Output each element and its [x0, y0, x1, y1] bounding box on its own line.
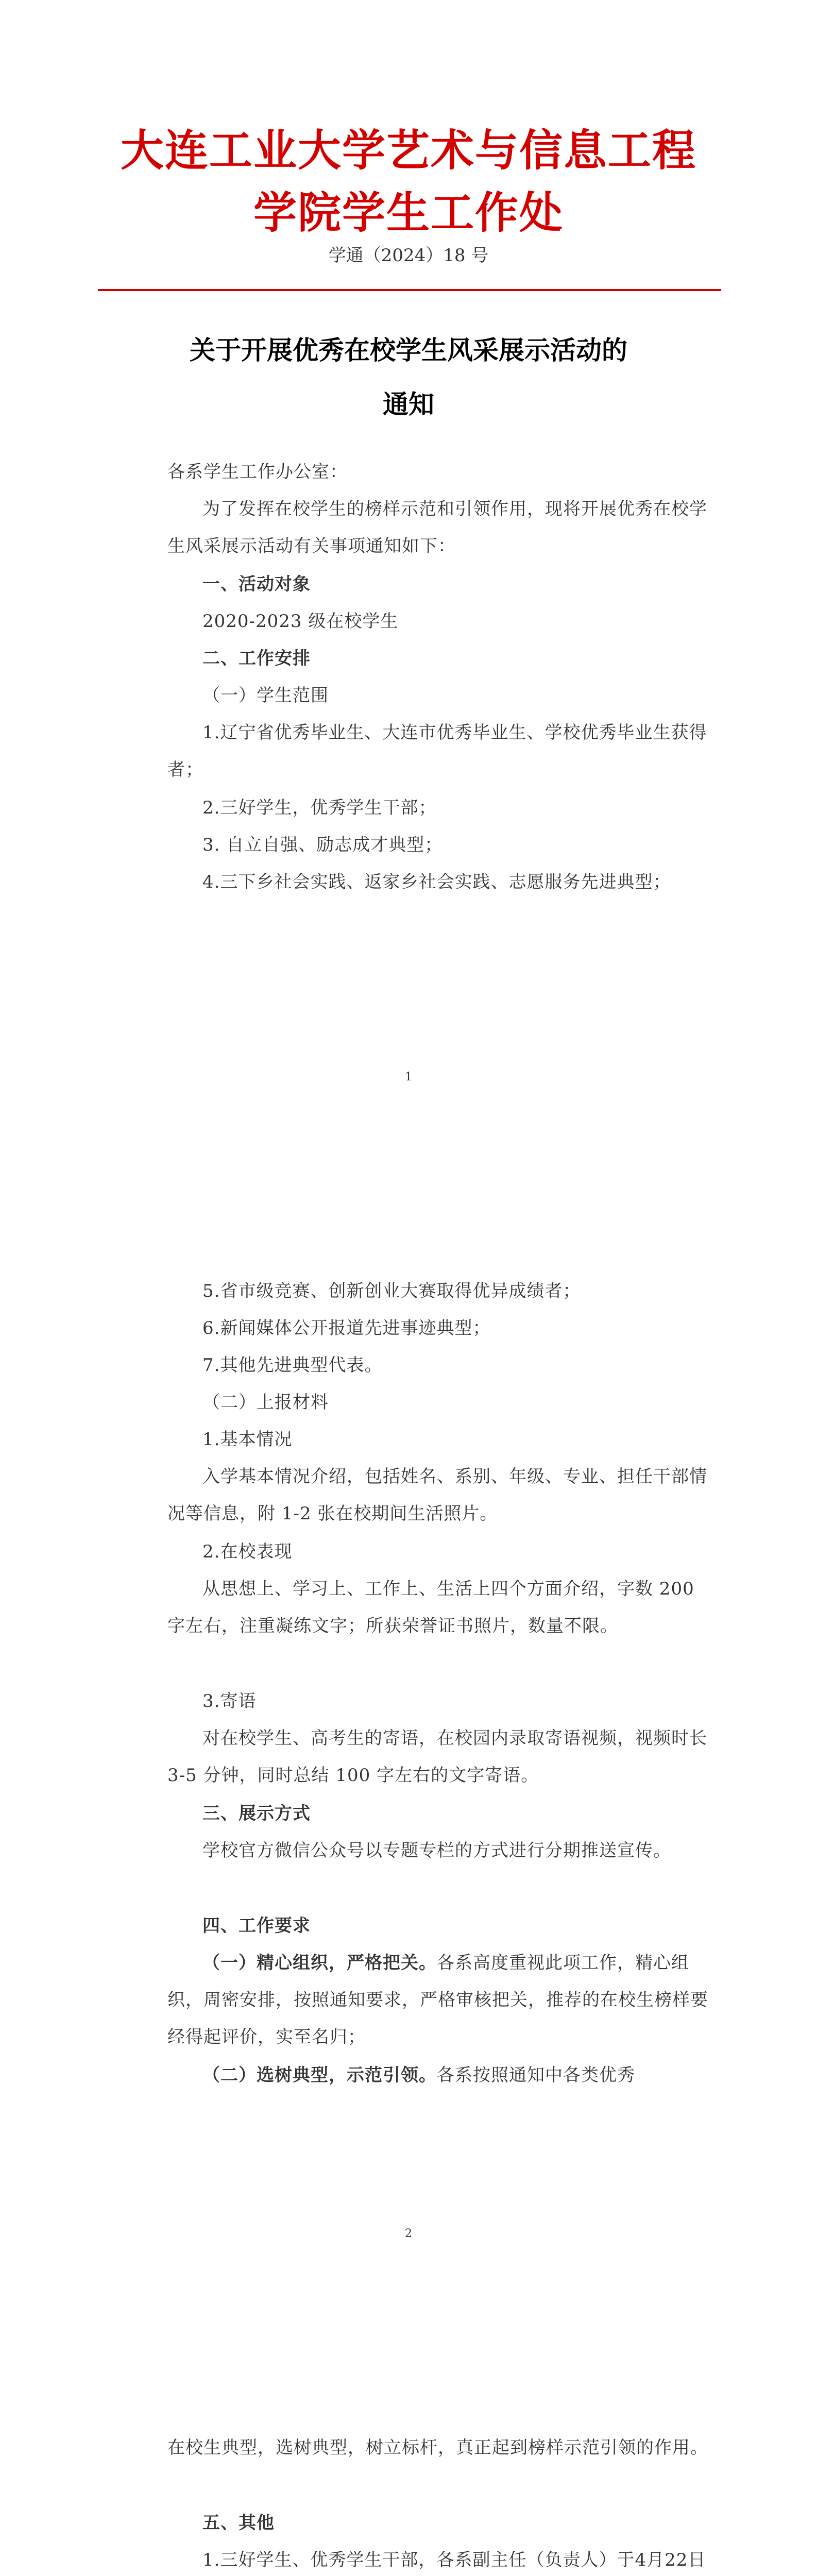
scope-item: 3. 自立自强、励志成才典型； — [202, 835, 443, 855]
section3-text: 学校官方微信公众号以专题专栏的方式进行分期推送宣传。 — [202, 1840, 671, 1861]
salutation: 各系学生工作办公室： — [167, 462, 348, 482]
material-3-text: 对在校学生、高考生的寄语，在校园内录取寄语视频，视频时长 3-5 分钟，同时总结 100 字左右的文字寄语。 — [167, 1728, 707, 1786]
section1-heading: 一、活动对象 — [202, 574, 311, 595]
materials-heading: （二）上报材料 — [202, 1392, 329, 1413]
page-3 — [0, 2313, 817, 2576]
material-1-heading: 1.基本情况 — [202, 1429, 293, 1450]
notice-title-line1: 关于开展优秀在校学生风采展示活动的 — [190, 335, 627, 365]
material-2-heading: 2.在校表现 — [202, 1541, 293, 1562]
scope-item: 1.辽宁省优秀毕业生、大连市优秀毕业生、学校优秀毕业生获得者； — [167, 722, 707, 780]
org-title: 大连工业大学艺术与信息工程学院学生工作处 — [120, 125, 696, 238]
material-1-text: 入学基本情况介绍，包括姓名、系别、年级、专业、担任干部情况等信息，附 1-2 张在校期间生活照片。 — [167, 1466, 707, 1524]
intro-paragraph: 为了发挥在校学生的榜样示范和引领作用，现将开展优秀在校学生风采展示活动有关事项通知如下： — [167, 499, 707, 556]
section2-heading: 二、工作安排 — [202, 648, 311, 669]
material-3-heading: 3.寄语 — [202, 1691, 257, 1711]
notice-title-line2: 通知 — [383, 389, 434, 419]
requirement-2-text: 各系按照通知中各类优秀 — [437, 2065, 635, 2086]
page-1 — [0, 0, 817, 1157]
section5-heading: 五、其他 — [202, 2513, 275, 2533]
requirement-1 — [167, 1944, 708, 2056]
other-item: 1.三好学生、优秀学生干部，各系副主任（负责人）于4月22日 — [202, 2550, 706, 2570]
page-number: 2 — [405, 2227, 412, 2240]
scope-item: 4.三下乡社会实践、返家乡社会实践、志愿服务先进典型； — [202, 872, 671, 892]
section4-heading: 四、工作要求 — [202, 1916, 311, 1936]
requirement-1-lead: （一）精心组织，严格把关。 — [202, 1953, 437, 1973]
page-2 — [0, 1157, 817, 2313]
requirement-2 — [167, 2057, 708, 2094]
scope-item: 5.省市级竞赛、创新创业大赛取得优异成绩者； — [202, 1281, 581, 1301]
requirement-2-lead: （二）选树典型，示范引领。 — [202, 2065, 437, 2086]
scope-heading: （一）学生范围 — [202, 685, 329, 706]
requirement-1-text: 各系高度重视此项工作，精心组织，周密安排，按照通知要求，严格审核把关，推荐的在校生榜样要经得起评价，实至名归； — [167, 1953, 708, 2047]
section1-text: 2020-2023 级在校学生 — [202, 611, 399, 632]
scope-item: 7.其他先进典型代表。 — [202, 1355, 383, 1376]
red-divider — [98, 289, 721, 291]
material-2-text: 从思想上、学习上、工作上、生活上四个方面介绍，字数 200 字左右，注重凝练文字；所获荣誉证书照片，数量不限。 — [167, 1579, 694, 1636]
doc-number: 学通（2024）18 号 — [328, 245, 489, 266]
page-number: 1 — [405, 1071, 412, 1083]
section3-heading: 三、展示方式 — [202, 1803, 311, 1824]
scope-item: 2.三好学生，优秀学生干部； — [202, 798, 437, 818]
requirement-2-continued: 在校生典型，选树典型，树立标杆，真正起到榜样示范引领的作用。 — [167, 2437, 708, 2458]
scope-item: 6.新闻媒体公开报道先进事迹典型； — [202, 1318, 491, 1338]
